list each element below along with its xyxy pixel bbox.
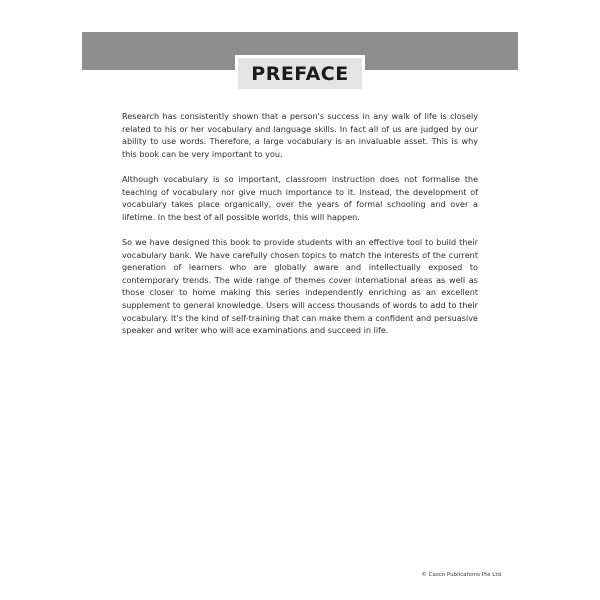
paragraph-3: So we have designed this book to provide students with an effective tool to build their vocabulary bank. We have carefully chosen topics to match the interests of the current generation of learners who are globally aware and intellectually exposed to contemporary trends. The wide range of themes cover international areas as well as those closer to home making this series independently enriching as an excellent supplement to general knowledge. Users will access thousands of words to add to their vocabulary. It's the kind of self-training that can make them a confident and persuasive speaker and writer who will ace examinations and succeed in life.	[122, 236, 478, 336]
paragraph-1: Research has consistently shown that a person's success in any walk of life is closely related to his or her vocabulary and language skills. In fact all of us are judged by our ability to use words. Therefore, a large vocabulary is an invaluable asset. This is why this book can be very important to you.	[122, 111, 478, 159]
paragraph-2: Although vocabulary is so important, classroom instruction does not formalise the teaching of vocabulary nor give much importance to it. Instead, the development of vocabulary takes place organically, over the years of formal schooling and over a lifetime. In the best of all possible worlds, this will happen.	[122, 173, 478, 222]
title-box	[235, 55, 365, 89]
preface-body	[122, 110, 478, 349]
page-title: PREFACE	[251, 62, 349, 85]
copyright-footer: © Casco Publications Pte Ltd	[421, 572, 501, 578]
